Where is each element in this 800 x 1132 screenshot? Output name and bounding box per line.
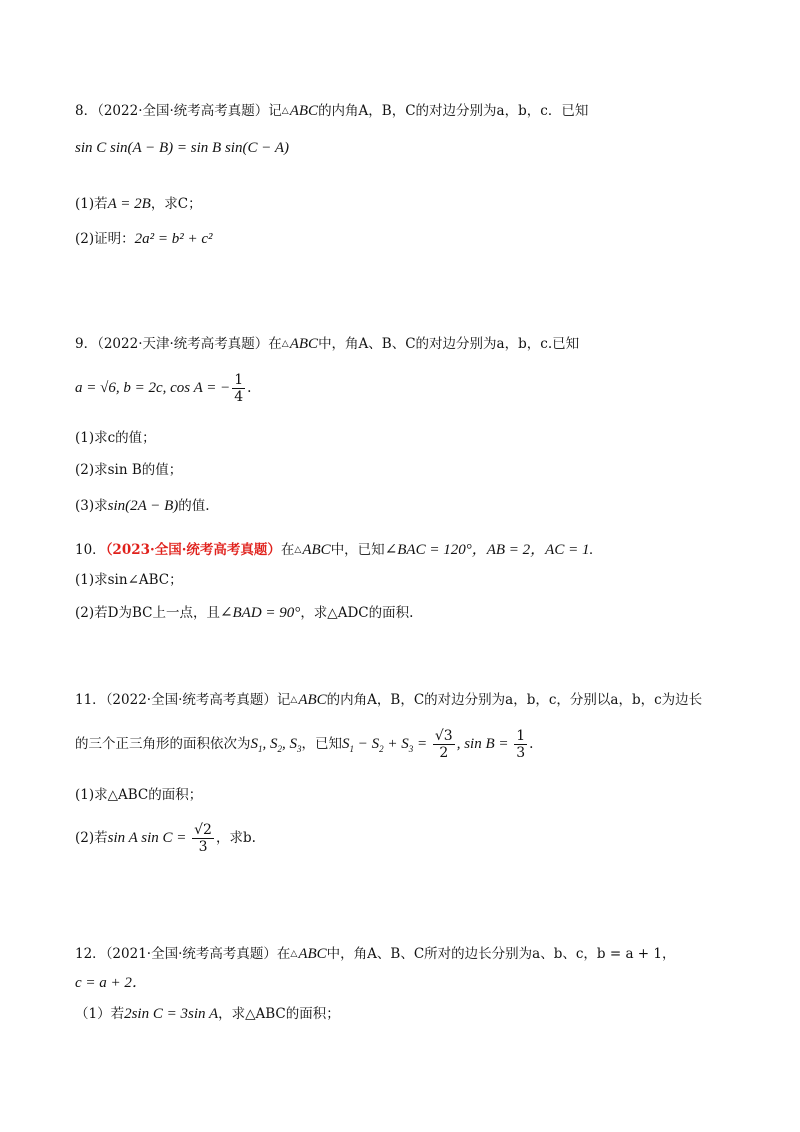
q8-equation: sin C sin(A − B) = sin B sin(C − A) [75,140,289,156]
q12-stem: 12．（2021·全国·统考高考真题）在△ABC中，角A、B、C所对的边长分别为a、b、c，b = a + 1， [75,946,676,962]
q8-stem [75,99,588,120]
q9-stem: 9．（2022·天津·统考高考真题）在△ABC中，角A、B、C的对边分别为a，b，c.已知 [75,336,580,352]
q8-part1: (1)若A = 2B，求C； [75,196,202,212]
q9-triangle: △ABC [281,336,319,352]
q8-part2: (2)证明：2a² = b² + c² [75,231,213,247]
q12-line2: c = a + 2． [75,975,147,991]
q12-source: （2021·全国·统考高考真题） [105,946,277,962]
q8-text2: 的内角A，B，C的对边分别为a，b，c．已知 [318,103,589,119]
q11-triangle: △ABC [290,692,327,708]
q8-source: （2022·全国·统考高考真题） [97,103,269,119]
q11-part2: (2)若sin A sin C = $\frac{√2}{3}$ ，求b. [75,822,256,856]
q11-fraction-2: $\frac{1}{3}$ [516,728,526,762]
q11-source: （2022·全国·统考高考真题） [105,692,277,708]
q9-source: （2022·天津·统考高考真题） [97,336,269,352]
q10-part1: (1)求sin∠ABC； [75,572,183,588]
q11-stem: 11．（2022·全国·统考高考真题）记△ABC的内角A，B，C的对边分别为a，b，c，分别以a，b，c为边长 [75,692,703,708]
q11-number: 11． [75,692,106,708]
q10-part2: (2)若D为BC上一点，且∠BAD = 90°，求△ADC的面积. [75,605,414,621]
q9-equation: a = √6, b = 2c, cos A = − $\frac{1}{4}$ . [75,372,252,406]
q8-text: 记 [268,103,282,119]
q9-part2: (2)求sin B的值； [75,462,183,478]
q10-stem: 10．（2023·全国·统考高考真题）在△ABC中，已知∠BAC = 120°，AB = 2，AC = 1. [75,542,594,558]
q9-number: 9． [75,336,98,352]
q10-triangle: △ABC [294,542,331,558]
q12-number: 12． [75,946,106,962]
q12-triangle: △ABC [290,946,327,962]
q11-line2: 的三个正三角形的面积依次为$S_1$, $S_2$, $S_3$，已知$S_1 - S_2 + S_3$ = $\frac{√3}{2}$ , sin B = $\frac{1}{3}$ . [75,728,534,762]
q9-part1: (1)求c的值； [75,430,156,446]
q9-part3: (3)求sin(2A − B)的值. [75,498,210,514]
q11-fraction-1: $\frac{√3}{2}$ [434,728,453,762]
q11-fraction-3: $\frac{√2}{3}$ [194,822,212,856]
q8-number: 8． [75,103,98,119]
q12-part1: （1）若2sin C = 3sin A，求△ABC的面积； [75,1006,340,1022]
q8-triangle: △ABC [281,103,319,119]
q11-part1: (1)求△ABC的面积； [75,787,203,803]
q9-fraction: $\frac{1}{4}$ [234,372,244,406]
q10-number: 10． [75,542,106,558]
q10-source: （2023·全国·统考高考真题） [105,542,281,558]
